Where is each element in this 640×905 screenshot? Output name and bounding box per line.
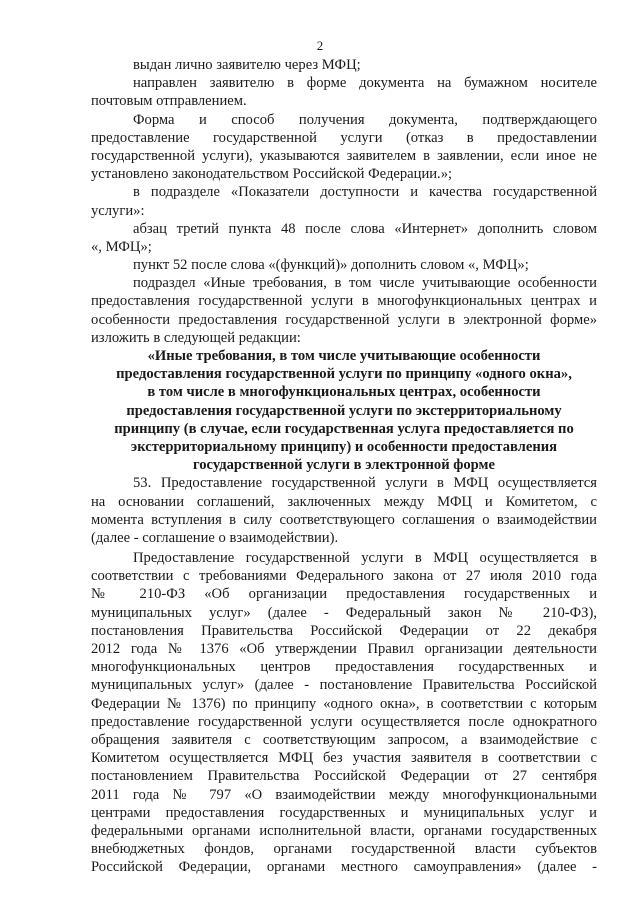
- text-line: соответствии с требованиями Федерального закона от 27 июля 2010 года: [91, 568, 597, 585]
- text-line: «, МФЦ»;: [91, 238, 152, 255]
- text-line: момента вступления в силу соответствующего соглашения о взаимодействии: [91, 511, 597, 528]
- section-heading-line: предоставления государственной услуги по экстерриториальному: [126, 402, 562, 419]
- section-heading-line: государственной услуги в электронной форме: [193, 457, 495, 474]
- text-line: № 210-ФЗ «Об организации предоставления государственных и: [91, 586, 597, 603]
- text-line: на основании соглашений, заключенных между МФЦ и Комитетом, с: [91, 493, 597, 510]
- text-line: особенности предоставления государственной услуги в электронной форме»: [91, 311, 597, 328]
- text-line: центрами предоставления государственных и муниципальных услуг и: [91, 804, 597, 821]
- section-heading-line: в том числе в многофункциональных центрах, особенности: [147, 384, 541, 401]
- text-line: услуги»:: [91, 202, 145, 219]
- text-line: постановлением Правительства Российской Федерации от 27 сентября: [91, 768, 597, 785]
- text-line: изложить в следующей редакции:: [91, 329, 301, 346]
- text-line: 53. Предоставление государственной услуги в МФЦ осуществляется: [133, 475, 597, 492]
- page-number: 2: [316, 38, 324, 53]
- text-line: (далее - соглашение о взаимодействии).: [91, 529, 339, 546]
- text-line: Форма и способ получения документа, подтверждающего: [133, 111, 597, 128]
- text-line: муниципальных услуг» (далее - Федеральный закон № 210-ФЗ),: [91, 604, 597, 621]
- section-heading-line: принципу (в случае, если государственная услуга предоставляется по: [114, 420, 574, 437]
- text-line: в подразделе «Показатели доступности и качества государственной: [133, 184, 597, 201]
- text-line: многофункциональных центров предоставления государственных и: [91, 659, 597, 676]
- text-line: установлено законодательством Российской Федерации.»;: [91, 166, 453, 183]
- text-line: 2011 года № 797 «О взаимодействии между многофункциональными: [91, 786, 597, 803]
- document-body: [91, 56, 597, 876]
- text-line: внебюджетных фондов, органами государственной власти субъектов: [91, 841, 597, 858]
- text-line: государственной услуги), указываются заявителем в заявлении, если иное не: [91, 147, 597, 164]
- text-line: подраздел «Иные требования, в том числе учитывающие особенности: [133, 275, 597, 292]
- text-line: предоставление государственной услуги осуществляется после однократного: [91, 713, 597, 730]
- text-line: Комитетом осуществляется МФЦ без участия заявителя в соответствии с: [91, 750, 597, 767]
- text-line: 2012 года № 1376 «Об утверждении Правил организации деятельности: [91, 641, 597, 657]
- text-line: Предоставление государственной услуги в МФЦ осуществляется в: [133, 550, 597, 567]
- section-heading-line: «Иные требования, в том числе учитывающие особенности: [147, 348, 541, 364]
- text-line: абзац третий пункта 48 после слова «Интернет» дополнить словом: [133, 220, 597, 237]
- text-line: постановления Правительства Российской Федерации от 22 декабря: [91, 622, 597, 639]
- text-line: обращения заявителя с соответствующим запросом, а взаимодействие с: [91, 731, 597, 748]
- text-line: предоставления государственной услуги в многофункциональных центрах и: [91, 293, 597, 310]
- text-line: почтовым отправлением.: [91, 93, 247, 110]
- text-line: Российской Федерации, органами местного самоуправления» (далее -: [91, 859, 597, 876]
- text-line: муниципальных услуг» (далее - постановление Правительства Российской: [91, 677, 597, 694]
- text-line: направлен заявителю в форме документа на бумажном носителе: [133, 75, 597, 92]
- text-line: Федерации № 1376) по принципу «одного окна», в соответствии с которым: [91, 695, 597, 712]
- text-line: пункт 52 после слова «(функций)» дополнить словом «, МФЦ»;: [133, 257, 529, 274]
- section-heading-line: предоставления государственной услуги по принципу «одного окна»,: [116, 366, 572, 383]
- text-line: предоставление государственной услуги (отказ в предоставлении: [91, 129, 597, 146]
- text-line: федеральными органами исполнительной власти, органами государственных: [91, 822, 597, 839]
- text-line: выдан лично заявителю через МФЦ;: [133, 57, 361, 73]
- section-heading-line: экстерриториальному принципу) и особенности предоставления: [130, 438, 558, 455]
